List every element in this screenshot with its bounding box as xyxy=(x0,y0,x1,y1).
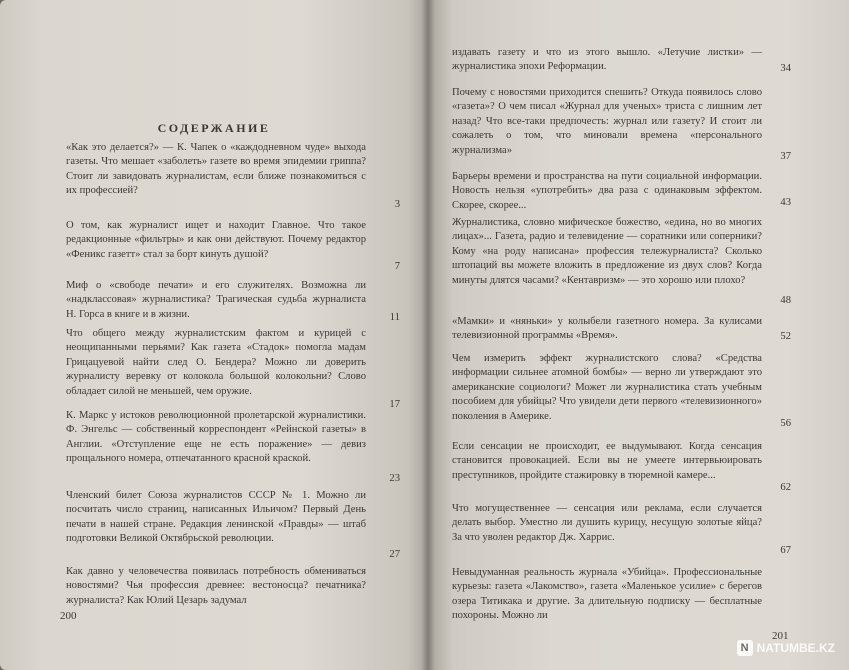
toc-entry-text: Невыдуманная реальность журнала «Убийца». Профессиональные курьезы: газета «Лакомство», газета «Маленькое усилие» с берегов озера Титикака и другие. За длительную подписку — бесплатные похороны. Можно ли xyxy=(452,567,762,622)
toc-page-number: 43 xyxy=(780,197,791,208)
toc-entry-text: Журналистика, словно мифическое божество, «едина, но во многих лицах»... Газета, радио и телевидение — соратники или соперники? Кому «на роду написана» профессия тележурналиста? Сколько штопаций вы можете вложить в предложение из двух слов? Когда минуты длятся часами? «Кентавризм» — это хорошо или плохо? xyxy=(452,217,762,286)
toc-page-number: 52 xyxy=(780,331,791,342)
toc-entry-text: Что общего между журналистским фактом и курицей с неощипанными перьями? Как газета «Стадок» помогла мадам Грицацуевой найти след О. Бендера? Можно ли доверить журналисту веревку от колокола большой колокольни? Слово обладает силой не меньшей, чем оружие. xyxy=(66,328,366,397)
toc-page-number: 67 xyxy=(780,545,791,556)
watermark-text: NATUMBE.KZ xyxy=(756,641,835,655)
toc-entry xyxy=(66,279,366,322)
toc-page-number: 34 xyxy=(780,63,791,74)
toc-page-number: 62 xyxy=(780,482,791,493)
toc-entry xyxy=(452,566,762,624)
toc-page-number: 17 xyxy=(389,399,400,410)
page-folio: 200 xyxy=(60,610,77,622)
toc-page-number: 23 xyxy=(389,473,400,484)
toc-entry-text: Как давно у человечества появилась потребность обмениваться новостями? Чья профессия древнее: вестоносца? печатника? журналиста? Как Юлий Цезарь задумал xyxy=(66,566,366,606)
toc-entry xyxy=(452,170,762,213)
toc-entry-text: К. Маркс у истоков революционной пролетарской журналистики. Ф. Энгельс — собственный корреспондент «Рейнской газеты» в Англии. «Отступление еще не есть поражение» — девиз прощального номера, отпечатанного красной краской. xyxy=(66,410,366,465)
book-gutter xyxy=(421,0,435,670)
watermark-logo-icon: N xyxy=(737,640,753,656)
toc-entry-text: «Мамки» и «няньки» у колыбели газетного номера. За кулисами телевизионной программы «Время». xyxy=(452,316,762,342)
toc-entry xyxy=(66,565,366,608)
watermark xyxy=(737,640,835,656)
page-folio: 201 xyxy=(772,630,789,642)
toc-entry xyxy=(66,141,366,199)
toc-page-number: 11 xyxy=(389,312,400,323)
toc-page-number: 27 xyxy=(389,549,400,560)
toc-page-number: 37 xyxy=(780,151,791,162)
toc-entry xyxy=(452,352,762,424)
toc-entry-text: издавать газету и что из этого вышло. «Летучие листки» — журналистика эпохи Реформации. xyxy=(452,47,762,73)
toc-entry-text: Барьеры времени и пространства на пути социальной информации. Новость нельзя «употребить» два раза с одинаковым эффектом. Скорее, скорее... xyxy=(452,171,762,211)
toc-entry-text: Почему с новостями приходится спешить? Откуда появилось слово «газета»? О чем писал «Журнал для ученых» триста с лишним лет назад? Что все-таки предпочесть: журнал или газету? И стоит ли сожалеть о том, что миновали времена «персонального журнализма» xyxy=(452,87,762,156)
toc-entry-text: Миф о «свободе печати» и его служителях. Возможна ли «надклассовая» журналистика? Трагическая судьба журналиста Н. Горса в книге и в жизни. xyxy=(66,280,366,320)
toc-entry-text: Членский билет Союза журналистов СССР № 1. Можно ли посчитать число страниц, написанных Ильичом? Первый День печати в нашей стране. Редакция ленинской «Правды» — штаб подготовки Великой Октябрьской революции. xyxy=(66,490,366,545)
toc-entry xyxy=(452,440,762,483)
contents-heading: СОДЕРЖАНИЕ xyxy=(157,121,271,135)
toc-entry xyxy=(66,409,366,467)
toc-page-number: 56 xyxy=(780,418,791,429)
toc-entry xyxy=(452,86,762,158)
toc-page-number: 48 xyxy=(780,295,791,306)
toc-entry xyxy=(66,489,366,547)
toc-entry xyxy=(452,216,762,288)
toc-page-number: 3 xyxy=(394,199,400,210)
toc-entry xyxy=(452,46,762,75)
toc-entry xyxy=(452,315,762,344)
toc-entry xyxy=(66,327,366,399)
toc-entry-text: О том, как журналист ищет и находит Главное. Что такое редакционные «фильтры» и как они действуют. Почему редактор «Феникс газетт» стал за борт кинуть душой? xyxy=(66,220,366,260)
toc-entry-text: Если сенсации не происходит, ее выдумывают. Когда сенсация становится провокацией. Если вы не умеете интервьюировать преступников, пройдите стажировку в тюремной камере... xyxy=(452,441,762,481)
toc-entry xyxy=(66,219,366,262)
toc-page-number: 7 xyxy=(394,261,400,272)
toc-entry xyxy=(452,502,762,545)
toc-entry-text: Чем измерить эффект журналистского слова? «Средства информации сильнее атомной бомбы» — верно ли утверждают это американские социологи? Может ли журналистика стать учебным пособием для убийцы? Что увидели дети первого «телевизионного» поколения в Америке. xyxy=(452,353,762,422)
toc-entry-text: «Как это делается?» — К. Чапек о «каждодневном чуде» выхода газеты. Что мешает «заболеть» газете во время эпидемии гриппа? Стоит ли завидовать журналистам, если ближе познакомиться с их профессией? xyxy=(66,142,366,197)
right-page xyxy=(428,0,849,670)
toc-entry-text: Что могущественнее — сенсация или реклама, если случается делать выбор. Уместно ли душить курицу, несущую золотые яйца? За что уволен редактор Дж. Харрис. xyxy=(452,503,762,543)
